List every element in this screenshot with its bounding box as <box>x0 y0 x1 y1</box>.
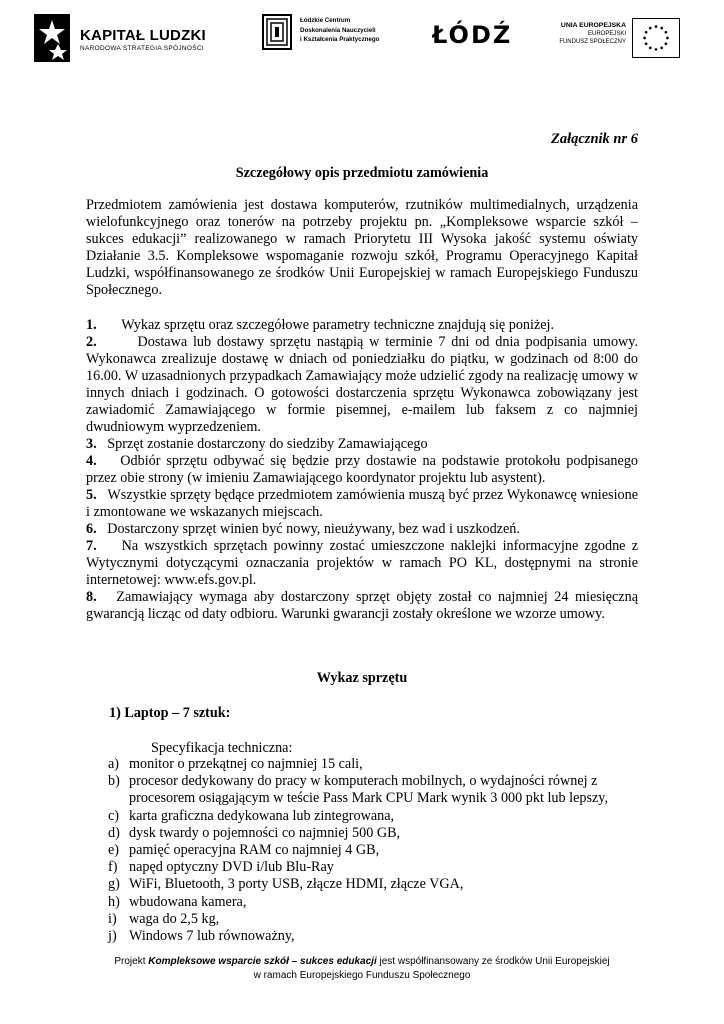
eu-flag-icon <box>632 18 680 58</box>
lodz-city-logo <box>432 18 512 50</box>
condition-number: 7. <box>86 538 97 554</box>
spec-text: pamięć operacyjna RAM co najmniej 4 GB, <box>129 842 380 859</box>
annex-label: Załącznik nr 6 <box>550 131 638 147</box>
footer-prefix: Projekt <box>114 956 149 967</box>
condition-text: Wszystkie sprzęty będące przedmiotem zamówienia muszą być przez Wykonawcę wniesione i zmontowane we wskazanych miejscach. <box>86 487 638 520</box>
spec-text: procesor dedykowany do pracy w komputerach mobilnych, o wydajności równej z procesorem osiągającym w teście Pass Mark CPU Mark wynik 3 000 pkt lub lepszy, <box>129 773 609 807</box>
spec-letter: d) <box>108 824 120 841</box>
condition-item <box>86 538 638 589</box>
spec-item <box>108 808 640 825</box>
footer-line-2: w ramach Europejskiego Funduszu Społecznego <box>253 970 471 981</box>
intro-paragraph: Przedmiotem zamówienia jest dostawa komputerów, rzutników multimedialnych, urządzenia wielofunkcyjnego oraz tonerów na potrzeby projektu pn. „Kompleksowe wsparcie szkół – sukces edukacji” realizowanego w ramach Priorytetu III Wysoka jakość systemu oświaty Działanie 3.5. Kompleksowe wspomaganie rozwoju szkół, Programu Operacyjnego Kapitał Ludzki, współfinansowanego ze środków Unii Europejskiej w ramach Europejskiego Funduszu Społecznego. <box>86 197 638 298</box>
condition-text: Odbiór sprzętu odbywać się będzie przy dostawie na podstawie protokołu podpisanego przez obie strony (w imieniu Zamawiającego koordynator projektu lub asystent). <box>86 453 639 486</box>
spec-letter: a) <box>108 756 120 772</box>
footer-line1-rest: jest współfinansowany ze środków Unii Europejskiej <box>376 956 610 967</box>
condition-number: 1. <box>86 317 97 333</box>
kapital-ludzki-star-icon <box>34 14 70 62</box>
spec-letter: i) <box>108 910 117 927</box>
spec-text: karta graficzna dedykowana lub zintegrowana, <box>129 807 395 824</box>
spec-text: napęd optyczny DVD i/lub Blu-Ray <box>129 859 334 876</box>
lcdn-line: Łódzkie Centrum <box>300 17 351 24</box>
eu-title: UNIA EUROPEJSKA <box>560 22 626 29</box>
spec-item <box>108 756 640 773</box>
spec-item <box>108 773 640 807</box>
condition-text: Sprzęt zostanie dostarczony do siedziby Zamawiającego <box>107 436 428 452</box>
spec-letter: f) <box>108 859 118 876</box>
spec-letter: j) <box>108 928 117 945</box>
spec-item <box>108 894 640 911</box>
lcdn-name <box>300 16 379 45</box>
condition-text: Na wszystkich sprzętach powinny zostać umieszczone naklejki informacyjne zgodne z Wytycznymi dotyczącymi oznaczania projektów w ramach PO KL, dostępnymi na stronie internetowej: www.efs.gov.pl. <box>86 538 639 588</box>
spec-item <box>108 928 640 945</box>
eu-caption <box>540 22 626 46</box>
condition-item <box>86 334 638 436</box>
lcdn-logo-icon <box>262 14 292 50</box>
equipment-heading: Wykaz sprzętu <box>316 670 408 686</box>
spec-text: waga do 2,5 kg, <box>129 910 220 927</box>
spec-letter: c) <box>108 807 120 824</box>
condition-number: 6. <box>86 521 97 537</box>
spec-item <box>108 825 640 842</box>
document-title: Szczegółowy opis przedmiotu zamówienia <box>235 165 489 181</box>
condition-number: 2. <box>86 334 97 350</box>
condition-item <box>86 521 638 538</box>
spec-letter: g) <box>108 876 120 893</box>
spec-text: monitor o przekątnej co najmniej 15 cali, <box>129 756 363 772</box>
condition-text: Dostarczony sprzęt winien być nowy, nieużywany, bez wad i uszkodzeń. <box>107 521 520 537</box>
spec-item <box>108 876 640 893</box>
spec-list <box>108 756 640 945</box>
lcdn-line: Doskonalenia Nauczycieli <box>300 26 376 34</box>
condition-text: Zamawiający wymaga aby dostarczony sprzęt objęty został co najmniej 24 miesięczną gwarancją licząc od daty odbioru. Warunki gwarancji zostały określone we wzorze umowy. <box>86 589 638 622</box>
lodz-logo-text: ŁÓDŹ <box>432 21 512 49</box>
spec-heading: Specyfikacja techniczna: <box>151 740 293 756</box>
condition-item <box>86 317 638 334</box>
footer-line-1 <box>0 955 724 969</box>
condition-item <box>86 487 638 521</box>
spec-item <box>108 859 640 876</box>
spec-text: Windows 7 lub równoważny, <box>129 928 295 945</box>
spec-item <box>108 842 640 859</box>
spec-letter: b) <box>108 773 120 790</box>
spec-text: WiFi, Bluetooth, 3 porty USB, złącze HDMI, złącze VGA, <box>129 876 464 893</box>
spec-text: wbudowana kamera, <box>129 893 247 910</box>
kapital-ludzki-subtitle: NARODOWA STRATEGIA SPÓJNOŚCI <box>80 45 204 52</box>
footer-project-name: Kompleksowe wsparcie szkół – sukces edukacji <box>148 956 377 967</box>
conditions-list <box>86 317 638 623</box>
footer <box>0 955 724 983</box>
laptop-heading: 1) Laptop – 7 sztuk: <box>109 705 231 721</box>
condition-number: 3. <box>86 436 97 452</box>
condition-item <box>86 589 638 623</box>
condition-item <box>86 436 638 453</box>
spec-item <box>108 911 640 928</box>
eu-line: EUROPEJSKI <box>587 31 626 37</box>
condition-text: Wykaz sprzętu oraz szczegółowe parametry techniczne znajdują się poniżej. <box>121 317 555 333</box>
condition-item <box>86 453 638 487</box>
kapital-ludzki-title: KAPITAŁ LUDZKI <box>80 27 206 44</box>
condition-number: 4. <box>86 453 97 469</box>
lcdn-line: i Kształcenia Praktycznego <box>300 36 380 43</box>
condition-text: Dostawa lub dostawy sprzętu nastąpią w terminie 7 dni od dnia podpisania umowy. Wykonawca zrealizuje dostawę w dniach od poniedziałku do piątku, w godzinach od 8:00 do 16.00. W uzasadnionych przypadkach Zamawiający może udzielić zgody na realizację umowy w innych dniach i godzinach. O gotowości dostarczenia sprzętu Wykonawca zobowiązany jest zawiadomić Zamawiającego w formie pisemnej, e-mailem lub faksem z co najmniej dwudniowym wyprzedzeniem. <box>86 334 639 435</box>
eu-line: FUNDUSZ SPOŁECZNY <box>559 39 626 45</box>
spec-letter: e) <box>108 842 120 859</box>
spec-letter: h) <box>108 893 120 910</box>
spec-text: dysk twardy o pojemności co najmniej 500 GB, <box>129 824 401 841</box>
condition-number: 5. <box>86 487 97 503</box>
header-logos <box>0 10 724 62</box>
condition-number: 8. <box>86 589 97 605</box>
